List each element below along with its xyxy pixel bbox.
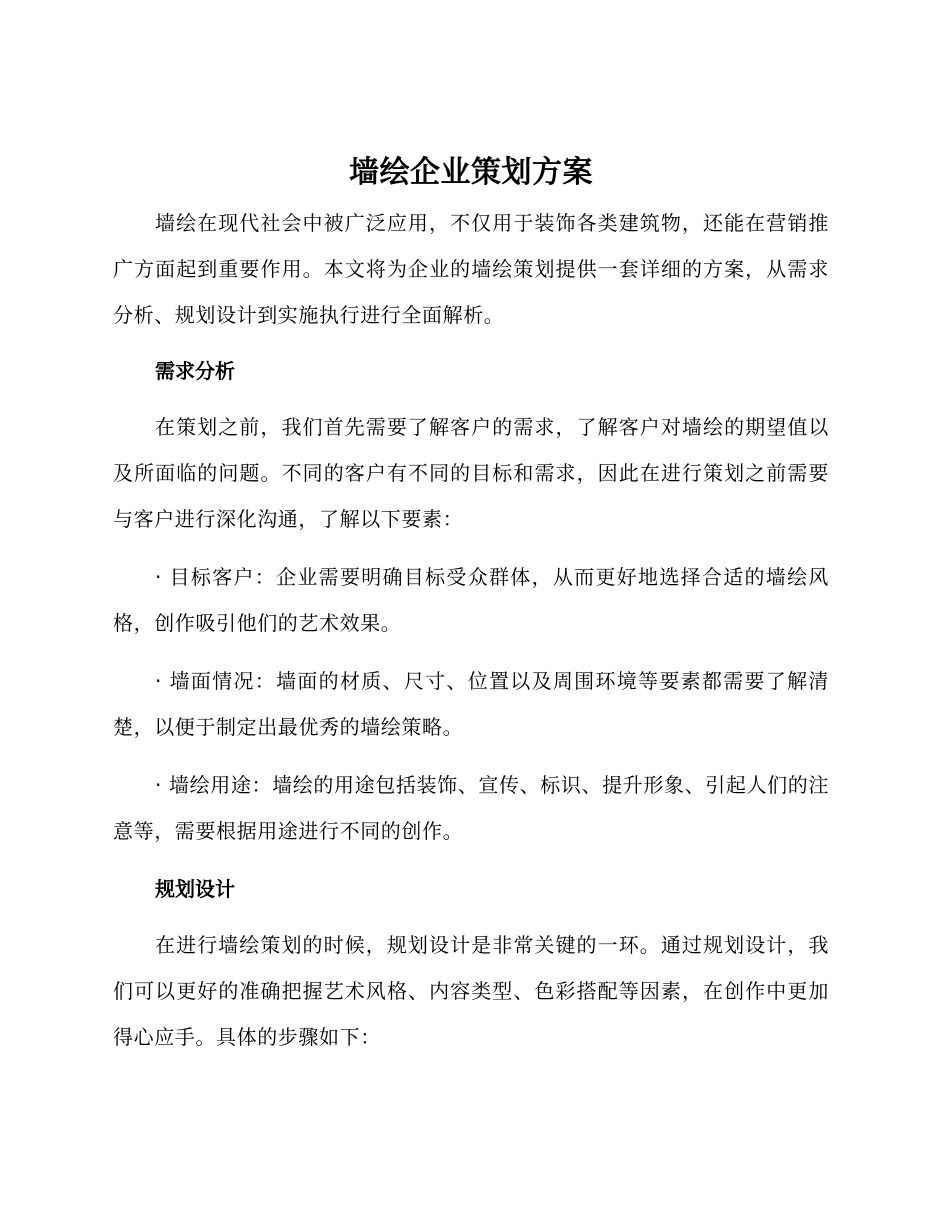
planning-design-paragraph: 在进行墙绘策划的时候，规划设计是非常关键的一环。通过规划设计，我们可以更好的准确把握艺术风格、内容类型、色彩搭配等因素，在创作中更加得心应手。具体的步骤如下： — [113, 933, 829, 1049]
bullet-wall-condition: · 墙面情况：墙面的材质、尺寸、位置以及周围环境等要素都需要了解清楚，以便于制定出最优秀的墙绘策略。 — [113, 669, 829, 739]
needs-analysis-paragraph: 在策划之前，我们首先需要了解客户的需求，了解客户对墙绘的期望值以及所面临的问题。不同的客户有不同的目标和需求，因此在进行策划之前需要与客户进行深化沟通，了解以下要素： — [113, 415, 829, 531]
bullet-wall-purpose: · 墙绘用途：墙绘的用途包括装饰、宣传、标识、提升形象、引起人们的注意等，需要根据用途进行不同的创作。 — [113, 773, 829, 843]
section-heading-needs-analysis: 需求分析 — [155, 359, 235, 383]
document-body — [113, 148, 829, 1060]
bullet-target-customer: · 目标客户：企业需要明确目标受众群体，从而更好地选择合适的墙绘风格，创作吸引他们的艺术效果。 — [113, 565, 829, 635]
intro-paragraph: 墙绘在现代社会中被广泛应用，不仅用于装饰各类建筑物，还能在营销推广方面起到重要作用。本文将为企业的墙绘策划提供一套详细的方案，从需求分析、规划设计到实施执行进行全面解析。 — [113, 211, 829, 327]
section-heading-planning-design: 规划设计 — [155, 877, 235, 901]
document-title: 墙绘企业策划方案 — [349, 155, 593, 190]
